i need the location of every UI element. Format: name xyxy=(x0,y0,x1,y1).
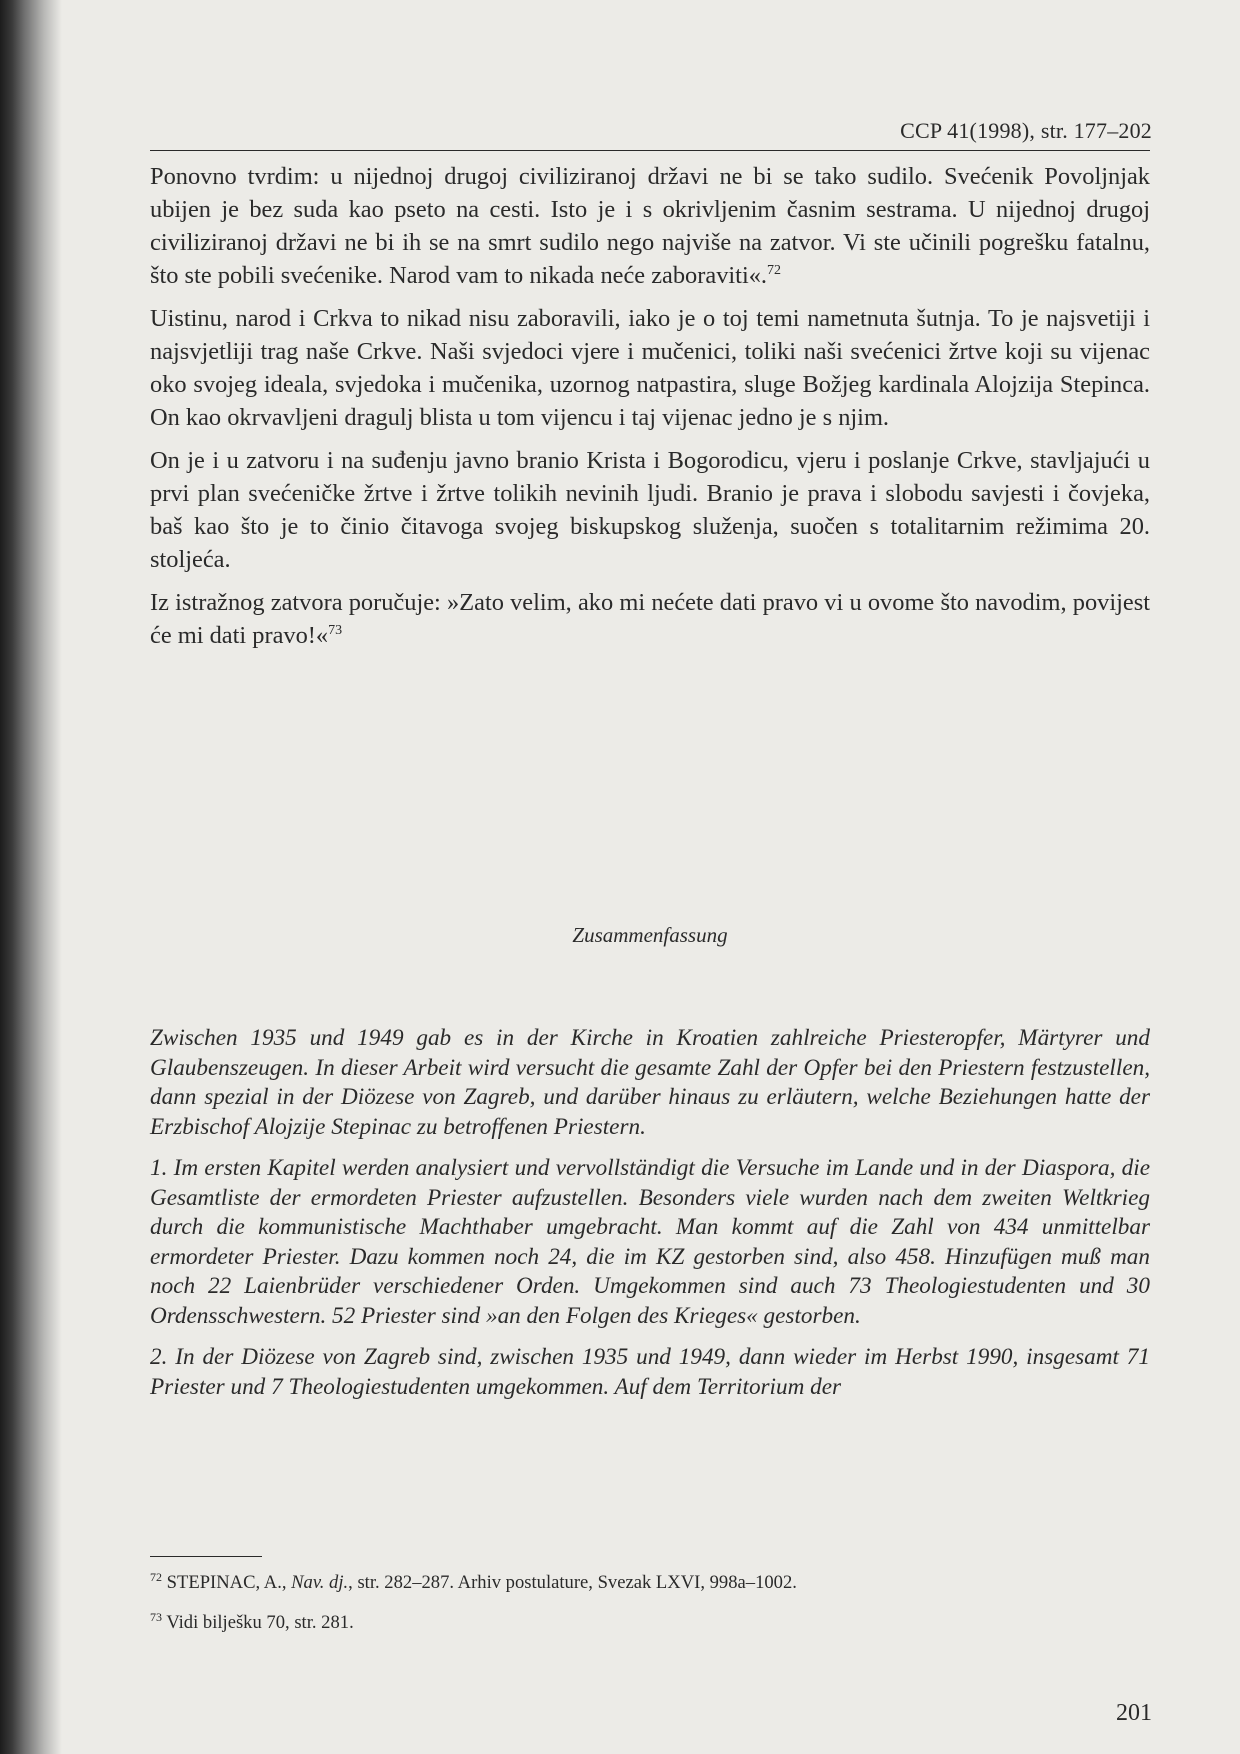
body-text xyxy=(150,160,1150,662)
paragraph-text: On je i u zatvoru i na suđenju javno branio Krista i Bogorodicu, vjeru i poslanje Crkve, stavljajući u prvi plan svećeničke žrtve i žrtve tolikih nevinih ljudi. Branio je prava i slobodu savjesti i čovjeka, baš kao što je to činio čitavoga svojeg biskupskog služenja, suočen s totalitarnim režimima 20. stoljeća. xyxy=(150,447,1150,573)
abstract-paragraph: 2. In der Diözese von Zagreb sind, zwischen 1935 und 1949, dann wieder im Herbst 1990, insgesamt 71 Priester und 7 Theologiestudenten umgekommen. Auf dem Territorium der xyxy=(150,1344,1150,1400)
paragraph-text: Uistinu, narod i Crkva to nikad nisu zaboravili, iako je o toj temi nametnuta šutnja. To je najsvetiji i najsvjetliji trag naše Crkve. Naši svjedoci vjere i mučenici, toliki naši svećenici žrtve koji su vijenac oko svojeg ideala, svjedoka i mučenika, uzornog natpastira, sluge Božjeg kardinala Alojzija Stepinca. On kao okrvavljeni dragulj blista u tom vijencu i taj vijenac jedno je s njim. xyxy=(150,305,1150,431)
footnote-text: Vidi bilješku 70, str. 281. xyxy=(166,1612,354,1633)
page-number: 201 xyxy=(1116,1700,1152,1726)
footnote-text: , str. 282–287. Arhiv postulature, Svezak LXVI, 998a–1002. xyxy=(348,1572,797,1593)
paragraph-text: Ponovno tvrdim: u nijednoj drugoj civiliziranoj državi ne bi se tako sudilo. Svećenik Povoljnjak ubijen je bez suda kao pseto na cesti. Isto je i s okrivljenim časnim sestrama. U nijednoj drugoj civiliziranoj državi ne bi ih se na smrt sudilo nego najviše na zatvor. Vi ste učinili pogrešku fatalnu, što ste pobili svećenike. Narod vam to nikada neće zaboraviti«. xyxy=(150,163,1150,289)
footnote xyxy=(150,1571,1150,1595)
body-paragraph xyxy=(150,586,1150,652)
footnote-number: 73 xyxy=(150,1609,162,1624)
footnote-number: 72 xyxy=(150,1569,162,1584)
book-binding-shadow xyxy=(0,0,62,1754)
paragraph-text: Iz istražnog zatvora poručuje: »Zato velim, ako mi nećete dati pravo vi u ovome što navodim, povijest će mi dati pravo!« xyxy=(150,589,1150,649)
abstract-paragraph: 1. Im ersten Kapitel werden analysiert und vervollständigt die Versuche im Lande und in der Diaspora, die Gesamtliste der ermordeten Priester aufzustellen. Besonders viele wurden nach dem zweiten Weltkrieg durch die kommunistische Machthaber umgebracht. Man kommt auf die Zahl von 434 unmittelbar ermordeter Priester. Dazu kommen noch 24, die im KZ gestorben sind, also 458. Hinzufügen muß man noch 22 Laienbrüder verschiedener Orden. Umgekommen sind auch 73 Theologiestudenten und 30 Ordensschwestern. 52 Priester sind »an den Folgen des Krieges« gestorben. xyxy=(150,1155,1150,1329)
body-paragraph xyxy=(150,160,1150,292)
footnote-italic: Nav. dj. xyxy=(291,1572,349,1593)
footnote-text: STEPINAC, A., xyxy=(166,1572,292,1593)
footnote-rule xyxy=(150,1556,262,1557)
footnote-ref[interactable]: 72 xyxy=(767,262,782,278)
book-page xyxy=(150,0,1152,1754)
abstract xyxy=(150,1024,1150,1414)
abstract-paragraph: Zwischen 1935 und 1949 gab es in der Kirche in Kroatien zahlreiche Priesteropfer, Märtyrer und Glaubenszeugen. In dieser Arbeit wird versucht die gesamte Zahl der Opfer bei den Priestern festzustellen, dann spezial in der Diözese von Zagreb, und darüber hinaus zu erläutern, welche Beziehungen hatte der Erzbischof Alojzije Stepinac zu betroffenen Priestern. xyxy=(150,1025,1150,1140)
abstract-title: Zusammenfassung xyxy=(572,923,728,947)
header-rule xyxy=(150,150,1150,151)
footnote-ref[interactable]: 73 xyxy=(328,622,343,638)
running-header: CCP 41(1998), str. 177–202 xyxy=(900,118,1152,143)
body-paragraph xyxy=(150,444,1150,576)
footnote xyxy=(150,1611,1150,1635)
footnotes xyxy=(150,1571,1150,1651)
body-paragraph xyxy=(150,302,1150,434)
